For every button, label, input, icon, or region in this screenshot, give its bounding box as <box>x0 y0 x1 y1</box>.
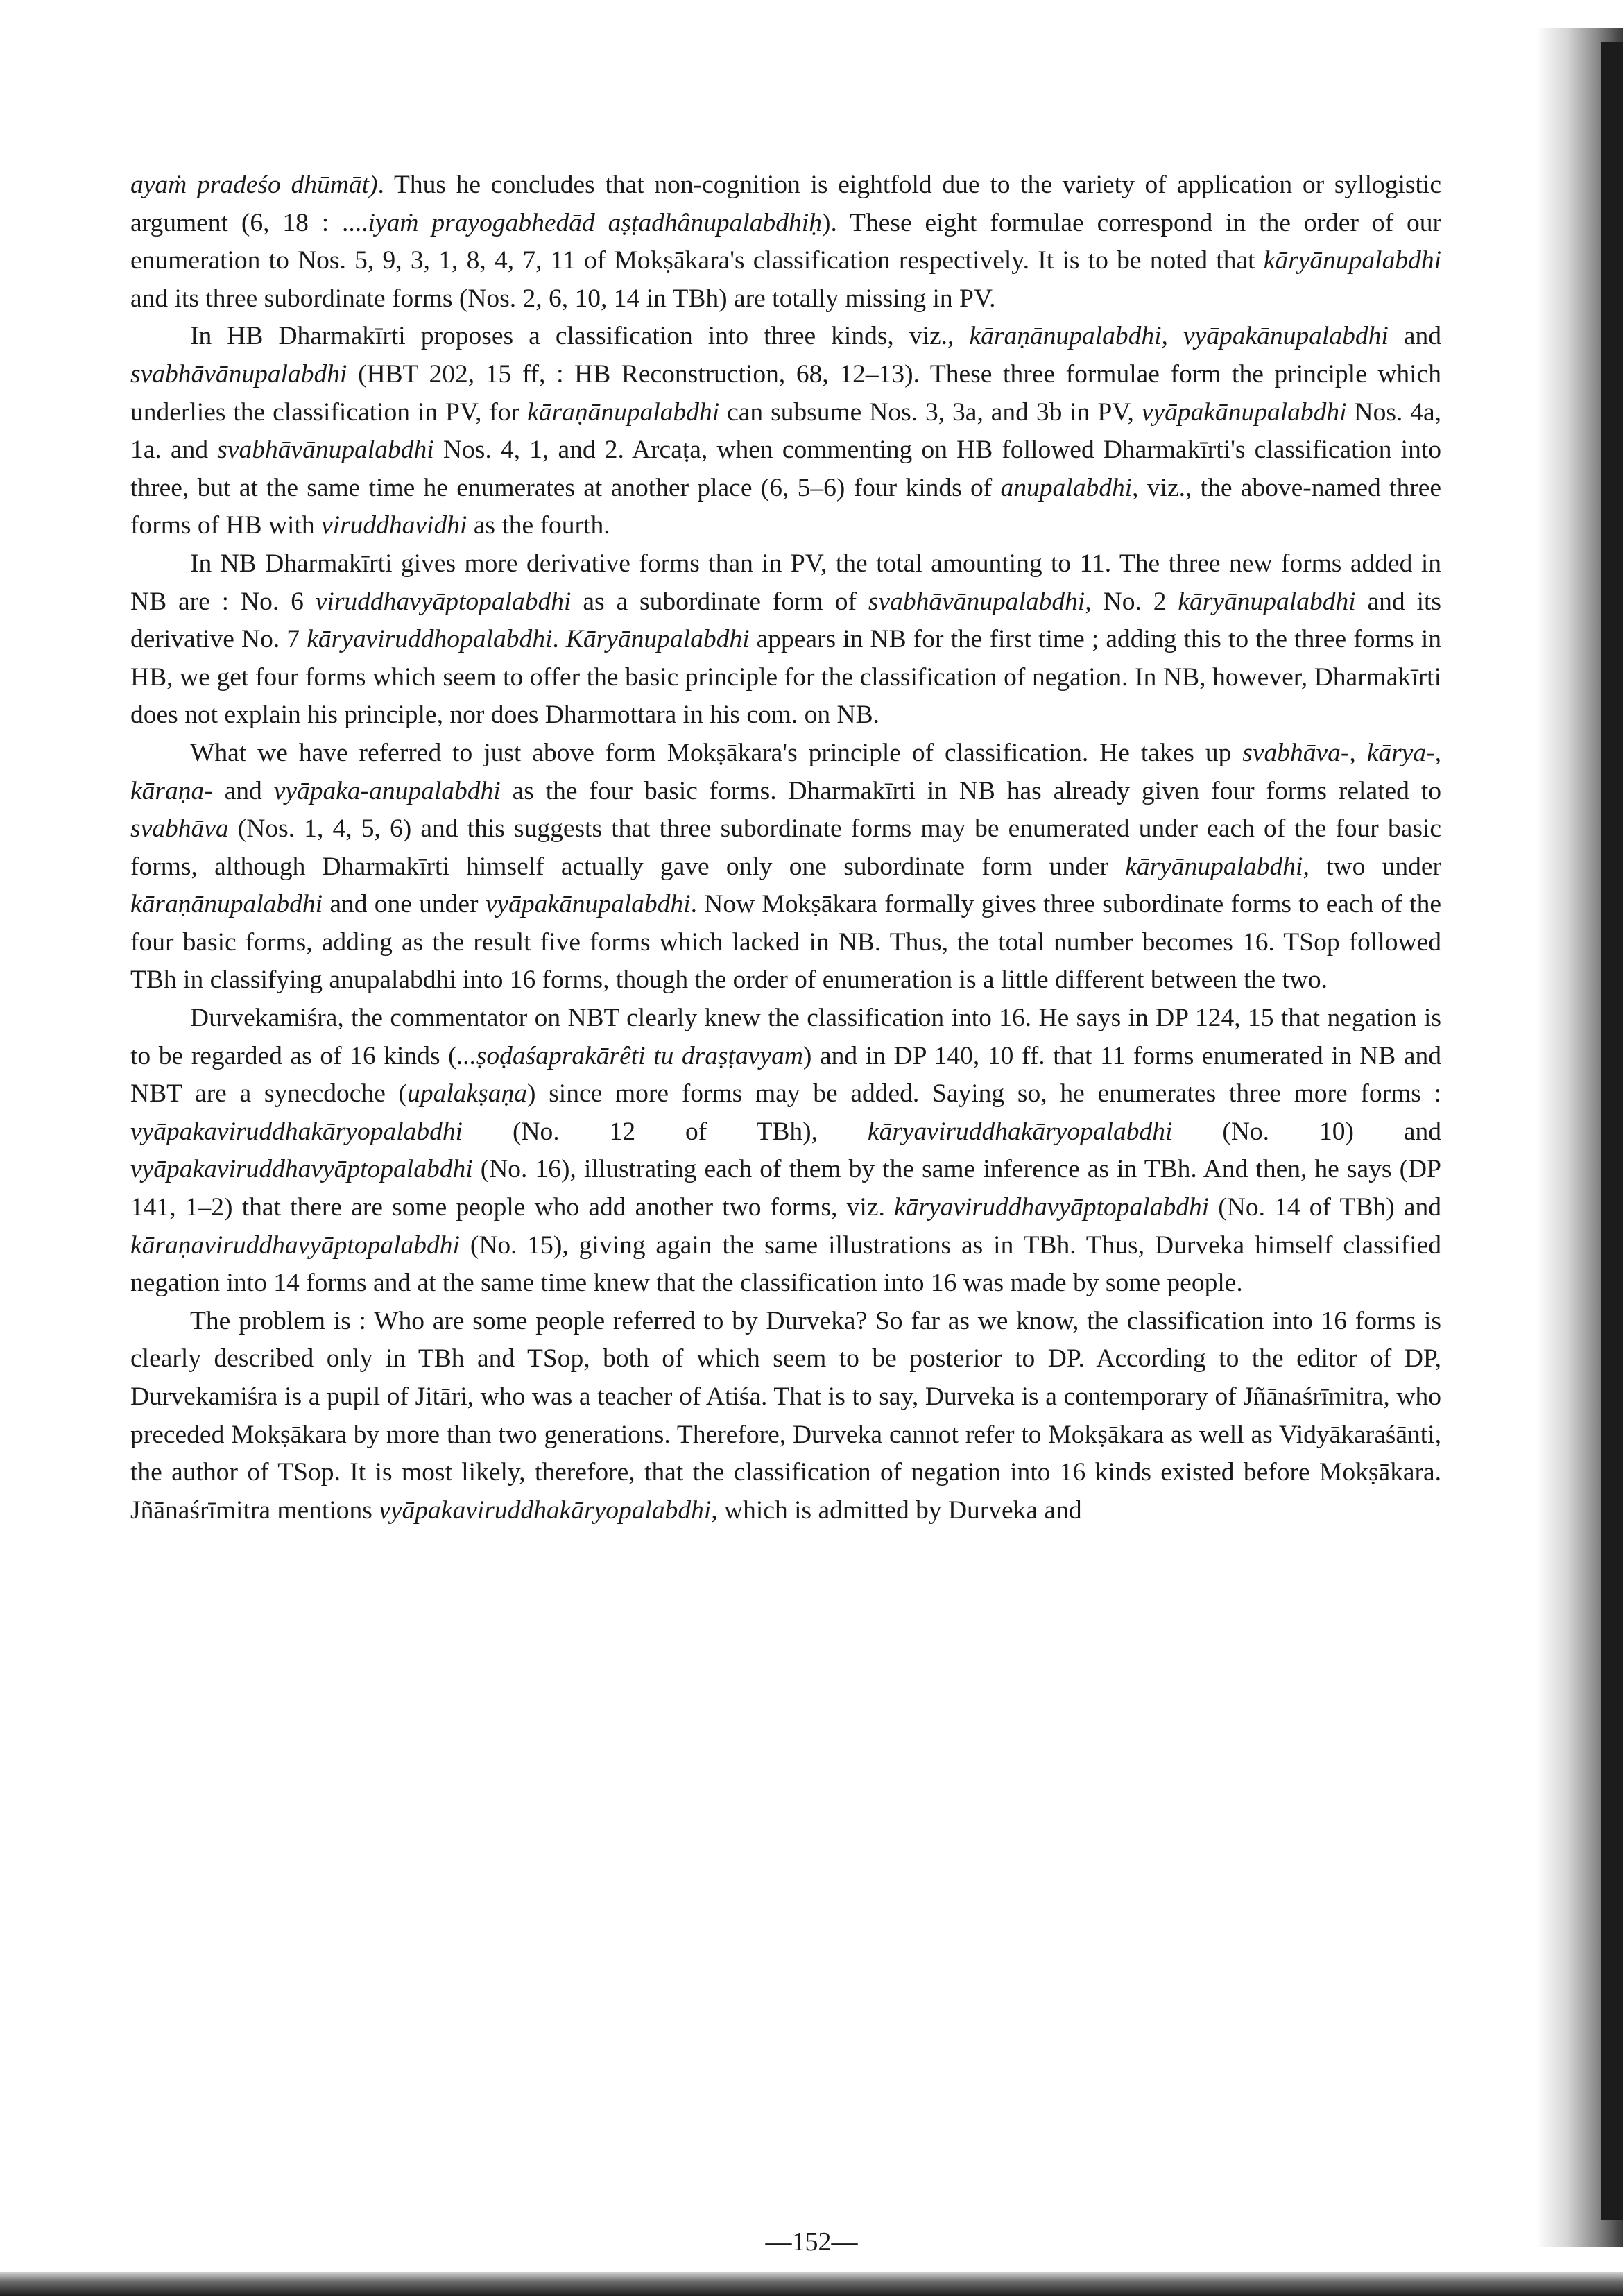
binding-edge-dark <box>1601 42 1623 2220</box>
italic-term: viruddhavidhi <box>321 511 467 540</box>
text-run: ). These eight formulae correspond in the order of our enumeration to Nos. 5, 9, 3, 1, 8, 4, 7, 11 of Mokṣākara's classification respectively. It is to be noted that <box>130 208 1441 275</box>
italic-term: vyāpakānupalabdhi <box>485 890 691 919</box>
text-run: , No. 2 <box>1085 587 1178 616</box>
text-run: Nos. 4a, 1a. and <box>130 397 1441 465</box>
italic-term: vyāpakānupalabdhi <box>1141 397 1347 427</box>
text-run: (Nos. 1, 4, 5, 6) and this suggests that three subordinate forms may be enumerated under each of the four basic forms, although Dharmakīrti himself actually gave only one subordinate form under <box>130 814 1441 881</box>
text-run: The problem is : Who are some people referred to by Durveka? So far as we know, the classification into 16 forms is clearly described only in TBh and TSop, both of which seem to be posterior to DP. According to the editor of DP, Durvekamiśra is a pupil of Jitāri, who was a teacher of Atiśa. That is to say, Durveka is a contemporary of Jñānaśrīmitra, who preceded Mokṣākara by more than two generations. Therefore, Durveka cannot refer to Mokṣākara as well as Vidyākaraśānti, the author of TSop. It is most likely, therefore, that the classification of negation into 16 kinds existed before Mokṣākara. Jñānaśrīmitra mentions <box>130 1306 1441 1525</box>
text-run: , which is admitted by Durveka and <box>711 1496 1082 1525</box>
italic-term: ...ṣoḍaśaprakārêti tu draṣṭavyam <box>456 1041 803 1070</box>
text-run: (No. 15), giving again the same illustrations as in TBh. Thus, Durveka himself classified negation into 14 forms and at the same time knew that the classification into 16 was made by some people. <box>130 1231 1441 1298</box>
bottom-scan-edge <box>0 2272 1623 2296</box>
text-run: (HBT 202, 15 ff, : HB Reconstruction, 68, 12–13). These three formulae form the principle which underlies the classification in PV, for <box>130 359 1441 427</box>
text-run: , viz., the above-named three forms of HB with <box>130 473 1441 540</box>
italic-term: svabhāva-, kārya-, kāraṇa- <box>130 738 1441 805</box>
text-run: . Now Mokṣākara formally gives three subordinate forms to each of the four basic forms, adding as the result five forms which lacked in NB. Thus, the total number becomes 16. TSop followed TBh in classifying anupalabdhi into 16 forms, though the order of enumeration is a little different between the two. <box>130 890 1441 995</box>
italic-term: svabhāvānupalabdhi <box>217 436 434 465</box>
italic-term: kāryānupalabdhi <box>1125 852 1303 881</box>
italic-term: svabhāvānupalabdhi <box>130 359 347 388</box>
text-run: appears in NB for the first time ; adding this to the three forms in HB, we get four forms which seem to offer the basic principle for the classification of negation. In NB, however, Dharmakīrti does not explain his principle, nor does Dharmottara in his com. on NB. <box>130 625 1441 730</box>
italic-term: kāraṇaviruddhavyāptopalabdhi <box>130 1231 460 1260</box>
italic-term: svabhāva <box>130 814 229 843</box>
italic-term: kāryānupalabdhi <box>1178 587 1356 616</box>
italic-term: vyāpakaviruddhakāryopalabdhi <box>379 1496 712 1525</box>
text-run: , two under <box>1303 852 1441 881</box>
italic-term: kāraṇānupalabdhi <box>130 890 323 919</box>
italic-term: kāryaviruddhavyāptopalabdhi <box>894 1193 1210 1222</box>
italic-term: anupalabdhi <box>1000 473 1133 502</box>
text-run: In HB Dharmakīrti proposes a classification into three kinds, viz., <box>190 322 970 351</box>
text-run: . <box>552 625 566 654</box>
italic-term: vyāpakaviruddhavyāptopalabdhi <box>130 1155 473 1184</box>
italic-term: Kāryānupalabdhi <box>565 625 750 654</box>
text-run: and <box>212 776 274 805</box>
italic-term: ayaṁ pradeśo dhūmāt) <box>130 171 378 199</box>
italic-term: kāryaviruddhakāryopalabdhi <box>867 1117 1173 1146</box>
text-run: and its derivative No. 7 <box>130 587 1442 654</box>
text-run: and <box>1388 322 1441 351</box>
text-run: Nos. 4, 1, and 2. Arcaṭa, when commenting on HB followed Dharmakīrti's classification into three, but at the same time he enumerates at another place (6, 5–6) four kinds of <box>130 436 1441 502</box>
text-run: In NB Dharmakīrti gives more derivative forms than in PV, the total amounting to 11. The three new forms added in NB are : No. 6 <box>130 549 1441 616</box>
page-number: —152— <box>765 2227 858 2256</box>
italic-term: kāraṇānupalabdhi <box>527 397 720 427</box>
paragraph <box>130 318 1441 545</box>
italic-term: vyāpakaviruddhakāryopalabdhi <box>130 1117 463 1146</box>
text-run: (No. 14 of TBh) and <box>1209 1193 1441 1222</box>
italic-term: upalakṣaṇa <box>407 1079 527 1108</box>
text-run: can subsume Nos. 3, 3a, and 3b in PV, <box>719 397 1142 427</box>
italic-term: kāryānupalabdhi <box>1263 246 1441 275</box>
text-run: (No. 10) and <box>1172 1117 1441 1146</box>
italic-term: kāraṇānupalabdhi, vyāpakānupalabdhi <box>969 322 1389 351</box>
text-run: and one under <box>323 890 486 919</box>
italic-term: svabhāvānupalabdhi <box>868 587 1085 616</box>
paragraph <box>130 1000 1441 1303</box>
text-run: ) and in DP 140, 10 ff. that 11 forms enumerated in NB and NBT are a synecdoche ( <box>130 1041 1442 1108</box>
italic-term: vyāpaka-anupalabdhi <box>273 776 501 805</box>
paragraph <box>130 1303 1441 1530</box>
text-run: . Thus he concludes that non-cognition is eightfold due to the variety of application or syllogistic argument (6, 18 : .... <box>130 171 1442 237</box>
text-run: as the four basic forms. Dharmakīrti in NB has already given four forms related to <box>500 776 1441 805</box>
italic-term: iyaṁ prayogabhedād aṣṭadhânupalabdhiḥ <box>368 208 822 237</box>
text-run: ) since more forms may be added. Saying so, he enumerates three more forms : <box>526 1079 1441 1108</box>
body-text <box>130 166 1441 1530</box>
paragraph <box>130 166 1441 318</box>
paragraph <box>130 545 1441 735</box>
text-run: (No. 12 of TBh), <box>463 1117 868 1146</box>
italic-term: kāryaviruddhopalabdhi <box>307 625 553 654</box>
italic-term: viruddhavyāptopalabdhi <box>315 587 572 616</box>
text-run: What we have referred to just above form Mokṣākara's principle of classification. He takes up <box>190 738 1243 767</box>
text-run: Durvekamiśra, the commentator on NBT clearly knew the classification into 16. He says in DP 124, 15 that negation is to be regarded as of 16 kinds ( <box>130 1004 1441 1070</box>
text-run: as a subordinate form of <box>571 587 868 616</box>
paragraph <box>130 735 1441 1000</box>
text-run: as the fourth. <box>467 511 610 540</box>
text-run: and its three subordinate forms (Nos. 2, 6, 10, 14 in TBh) are totally missing in PV. <box>130 284 996 313</box>
text-run: (No. 16), illustrating each of them by the same inference as in TBh. And then, he says (DP 141, 1–2) that there are some people who add another two forms, viz. <box>130 1155 1441 1222</box>
